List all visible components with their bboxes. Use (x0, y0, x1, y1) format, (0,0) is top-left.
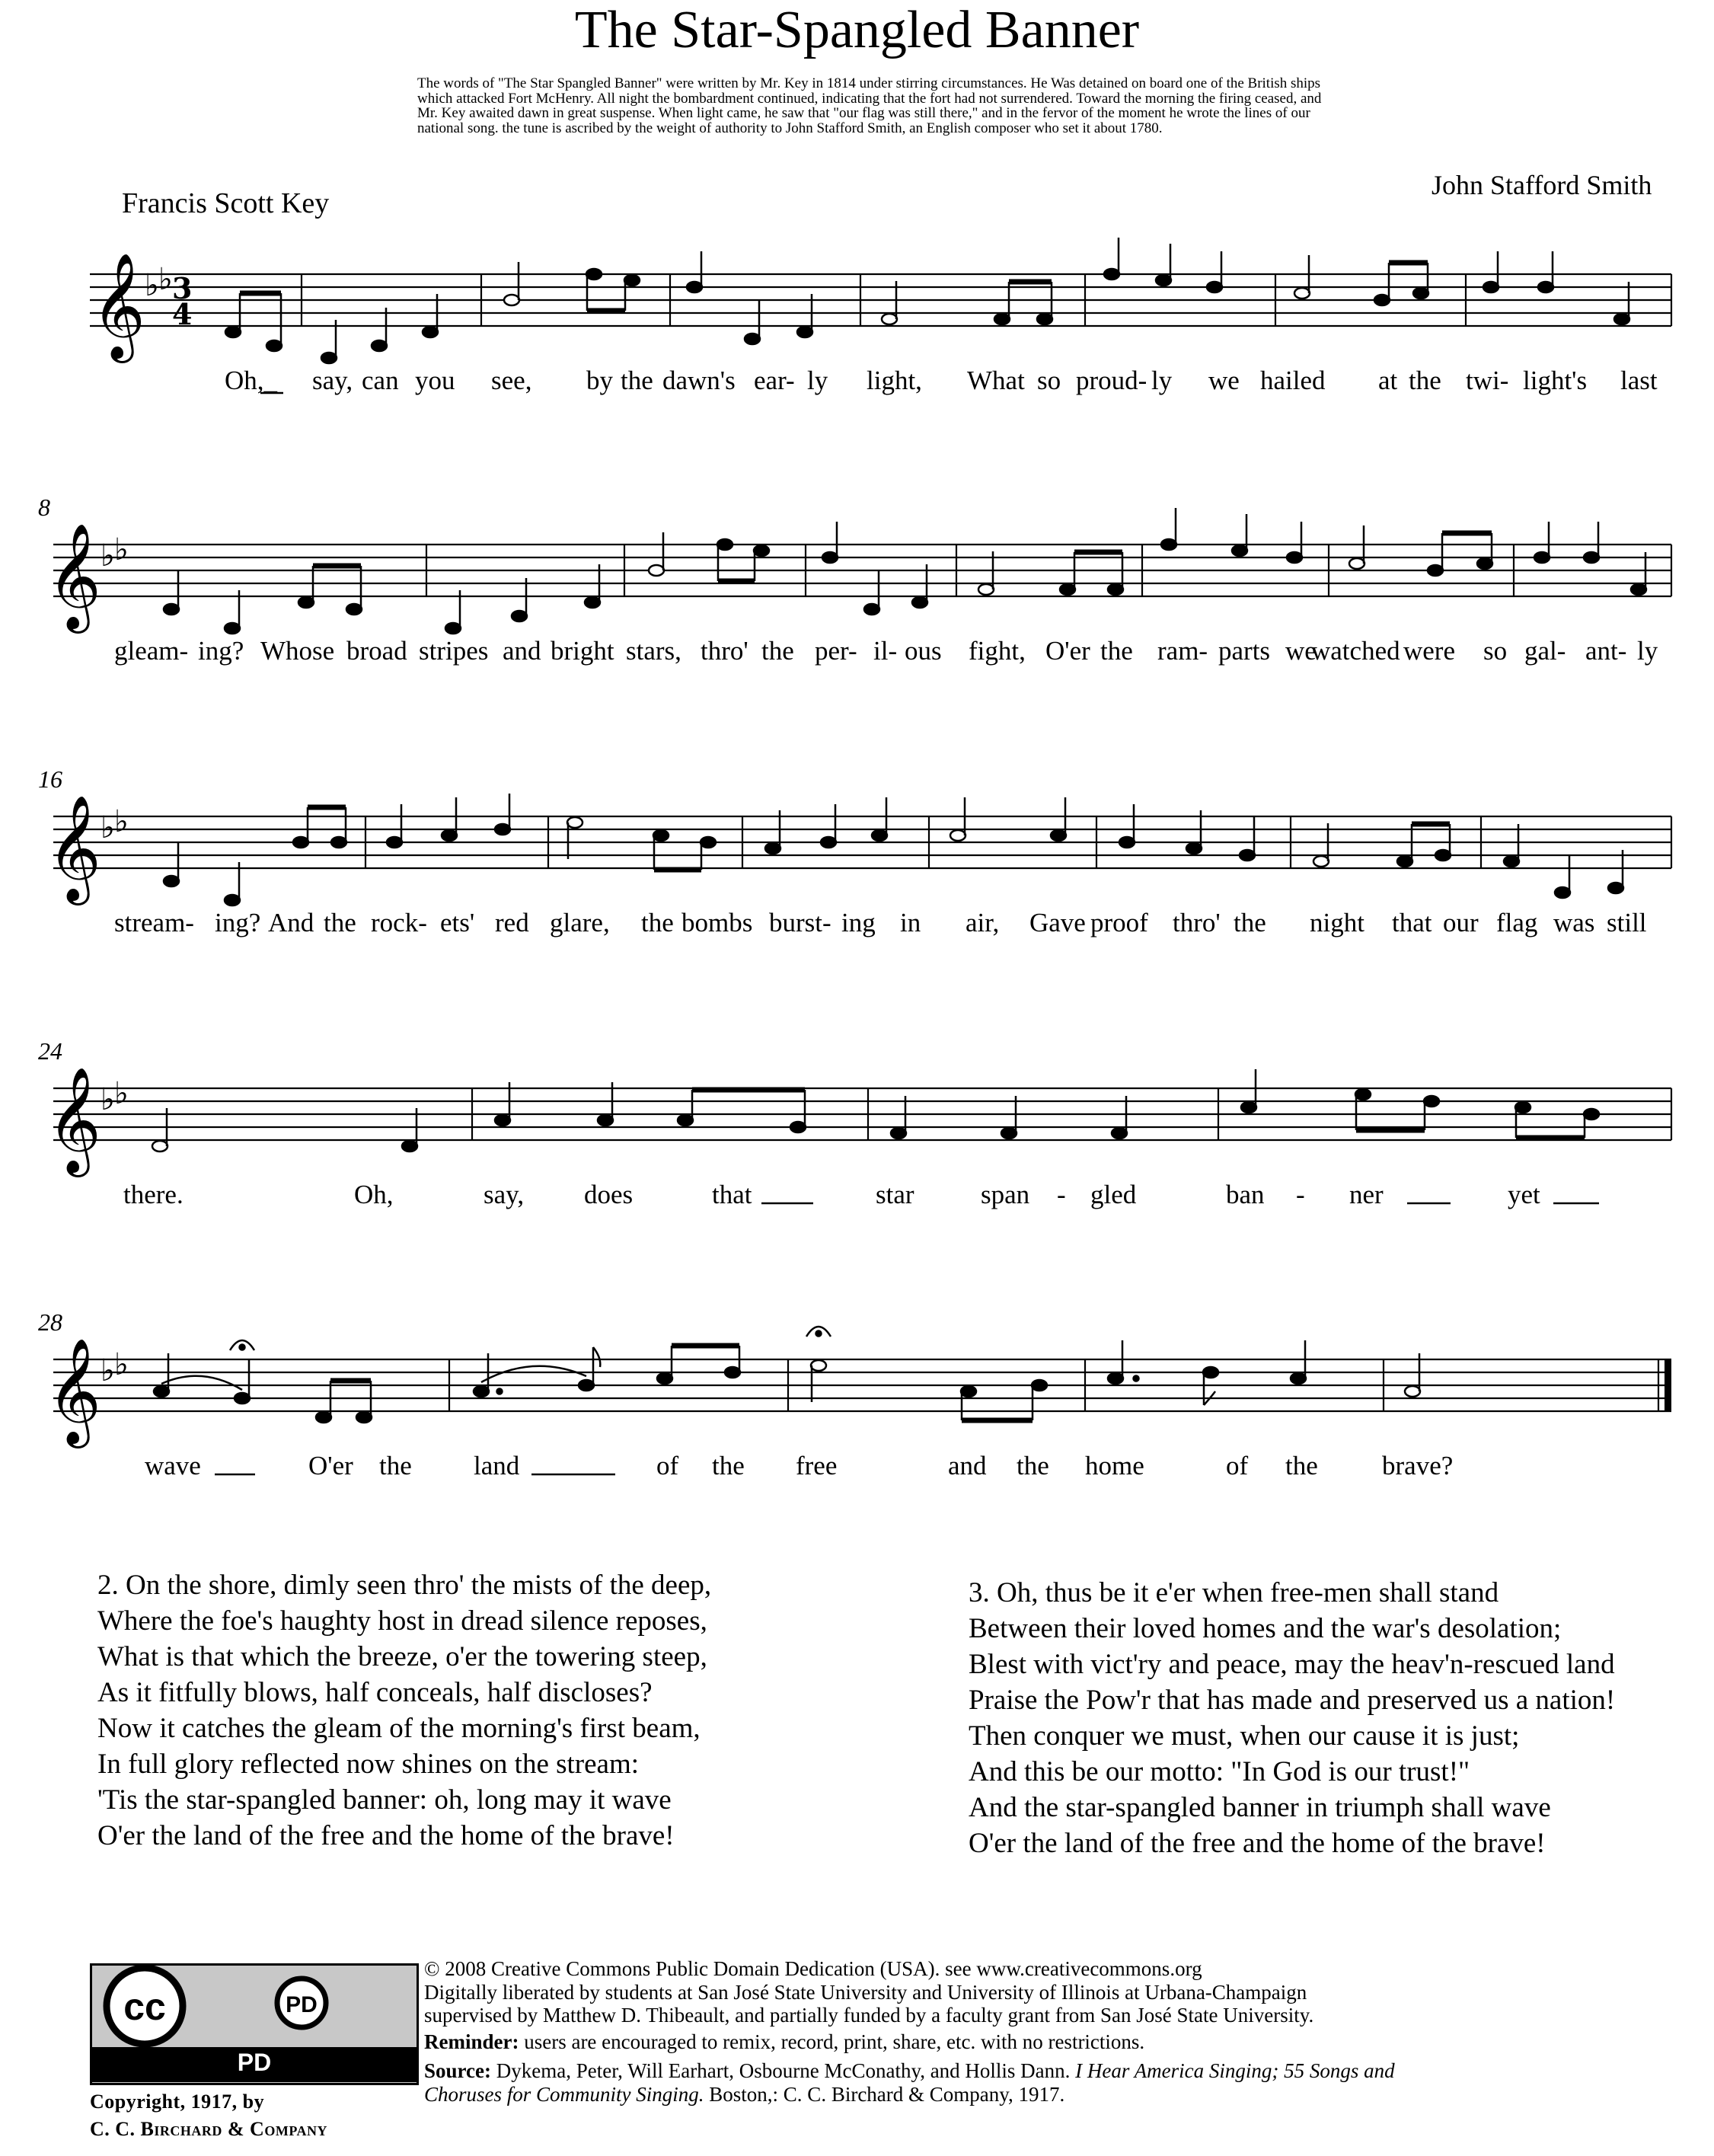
cc-logo-icon (90, 1963, 419, 2049)
measure-number: 8 (38, 493, 50, 521)
verse-2: 2. On the shore, dimly seen thro' the mists of the deep, Where the foe's haughty host in dread silence reposes, What is that which the breeze, o'er the towering steep, As it fitfully blows, half conceals, half discloses? Now it catches the gleam of the morning's first beam, In full glory reflected now shines on the stream: 'Tis the star-spangled banner: oh, long may it wave O'er the land of the free and the home of the brave! (97, 1570, 712, 1851)
staff-system-3 (0, 794, 1714, 915)
measure-number: 24 (38, 1037, 62, 1065)
staff-system-1 (0, 251, 1714, 373)
verse-3: 3. Oh, thus be it e'er when free-men shall stand Between their loved homes and the war's desolation; Blest with vict'ry and peace, may the heav'n-rescued land Praise the Pow'r that has made and preserved us a nation! Then conquer we must, when our cause it is just; And this be our motto: "In God is our trust!" And the star-spangled banner in triumph shall wave O'er the land of the free and the home of the brave! (969, 1577, 1616, 1859)
treble-clef-icon: 𝄞 (47, 1338, 101, 1444)
svg-text:♭: ♭ (114, 1347, 129, 1382)
svg-text:♭: ♭ (158, 262, 173, 297)
svg-text:♭: ♭ (101, 810, 115, 845)
intro-paragraph: The words of "The Star Spangled Banner" were written by Mr. Key in 1814 under stirring circumstances. He Was detained on board one of the British ships which attacked Fort McHenry. All night the bombardment continued, indicating that the fort had not surrendered. Toward the morning the firing ceased, and Mr. Key awaited dawn in great suspense. When light came, he saw that "our flag was still there," and in the fervor of the moment he wrote the lines of our national song. the tune is ascribed by the weight of authority to John Stafford Smith, an English composer who set it about 1780. (417, 75, 1322, 136)
svg-text:cc: cc (123, 1985, 166, 2028)
svg-text:♭: ♭ (101, 1082, 115, 1117)
svg-text:♭: ♭ (145, 268, 159, 303)
svg-text:♭: ♭ (101, 538, 115, 573)
svg-text:♭: ♭ (101, 1353, 115, 1388)
svg-text:♭: ♭ (114, 804, 129, 839)
staff-system-4 (0, 1065, 1714, 1187)
copyright-notice: Copyright, 1917, by C. C. Birchard & Company (90, 2091, 327, 2140)
pd-label: PD (237, 2049, 272, 2076)
svg-text:3: 3 (172, 271, 193, 305)
staff-system-5 (0, 1337, 1714, 1458)
measure-number: 16 (38, 765, 62, 793)
svg-text:4: 4 (172, 297, 193, 331)
svg-text:♭: ♭ (114, 1076, 129, 1111)
treble-clef-icon: 𝄞 (47, 523, 101, 629)
composer-credit: John Stafford Smith (1432, 170, 1652, 200)
treble-clef-icon: 𝄞 (47, 795, 101, 901)
page-title: The Star-Spangled Banner (574, 1, 1140, 59)
lyricist-credit: Francis Scott Key (122, 187, 330, 219)
treble-clef-icon: 𝄞 (47, 1067, 101, 1173)
measure-number: 28 (38, 1308, 62, 1336)
svg-text:PD: PD (286, 1992, 318, 2017)
credits-block: © 2008 Creative Commons Public Domain Dedication (USA). see www.creativecommons.org Digitally liberated by students at San José State University and University of Illinois at Urbana-Champaign supervised by Matthew D. Thibeault, and partially funded by a faculty grant from San José State University. Reminder: users are encouraged to remix, record, print, share, etc. with no restrictions. Source: Dykema, Peter, Will Earhart, Osbourne McConathy, and Hollis Dann. I Hear America Singing; 55 Songs and Choruses for Community Singing. Boston,: C. C. Birchard & Company, 1917. (424, 1957, 1395, 2106)
svg-text:♭: ♭ (114, 532, 129, 567)
staff-system-2 (0, 522, 1714, 644)
treble-clef-icon: 𝄞 (91, 253, 145, 359)
